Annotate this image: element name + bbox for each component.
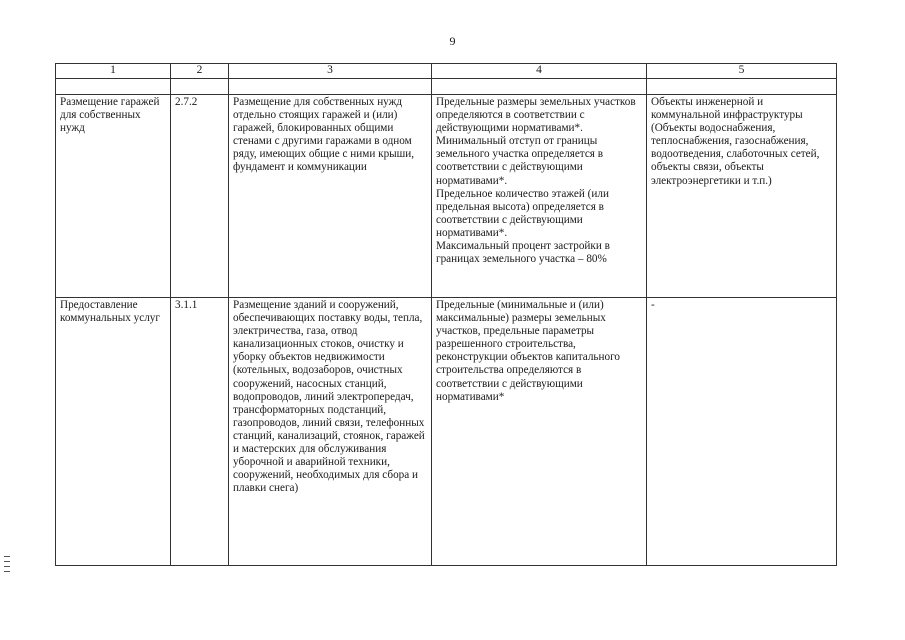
table-header-row bbox=[56, 64, 837, 79]
column-header: 1 bbox=[56, 64, 171, 79]
page-number: 9 bbox=[449, 34, 456, 48]
column-header: 2 bbox=[171, 64, 229, 79]
notes-cell: - bbox=[647, 298, 837, 566]
parameter-item: Максимальный процент застройки в границах земельного участка – 80% bbox=[436, 240, 610, 266]
parameter-item: Предельное количество этажей (или предельная высота) определяется в соответствии с действующими нормативами*. bbox=[436, 187, 609, 239]
parameter-item: Предельные размеры земельных участков определяются в соответствии с действующими нормативами*. bbox=[436, 96, 636, 135]
margin-marks bbox=[4, 556, 10, 576]
column-header: 5 bbox=[647, 64, 837, 79]
use-name-cell: Предоставление коммунальных услуг bbox=[56, 298, 171, 566]
use-code-cell: 2.7.2 bbox=[171, 95, 229, 298]
notes-cell: Объекты инженерной и коммунальной инфраструктуры (Объекты водоснабжения, теплоснабжения, газоснабжения, водоотведения, слаботочных сетей, объекты связи, объекты электроэнергетики и т.п.) bbox=[647, 95, 837, 298]
column-header: 3 bbox=[229, 64, 432, 79]
table-row bbox=[56, 95, 837, 298]
use-description-cell: Размещение для собственных нужд отдельно стоящих гаражей и (или) гаражей, блокированных общими стенами с другими гаражами в одном ряду, имеющих общие с ними крыши, фундамент и коммуникации bbox=[229, 95, 432, 298]
table-row bbox=[56, 298, 837, 566]
use-code-cell: 3.1.1 bbox=[171, 298, 229, 566]
parameter-item: Предельные (минимальные и (или) максимальные) размеры земельных участков, предельные параметры разрешенного строительства, реконструкции объектов капитального строительства определяются в соответствии с действующими нормативами* bbox=[436, 299, 621, 403]
parameter-item: Минимальный отступ от границы земельного участка определяется в соответствии с действующими нормативами*. bbox=[436, 135, 604, 187]
column-header: 4 bbox=[432, 64, 647, 79]
zoning-table bbox=[55, 63, 837, 566]
parameters-cell bbox=[432, 95, 647, 298]
use-description-cell: Размещение зданий и сооружений, обеспечивающих поставку воды, тепла, электричества, газа, отвод канализационных стоков, очистку и уборку объектов недвижимости (котельных, водозаборов, очистных сооружений, насосных станций, водопроводов, линий электропередач, трансформаторных подстанций, газопроводов, линий связи, телефонных станций, канализаций, стоянок, гаражей и мастерских для обслуживания уборочной и аварийной техники, сооружений, необходимых для сбора и плавки снега) bbox=[229, 298, 432, 566]
table-spacer-row bbox=[56, 79, 837, 95]
parameters-cell bbox=[432, 298, 647, 566]
use-name-cell: Размещение гаражей для собственных нужд bbox=[56, 95, 171, 298]
